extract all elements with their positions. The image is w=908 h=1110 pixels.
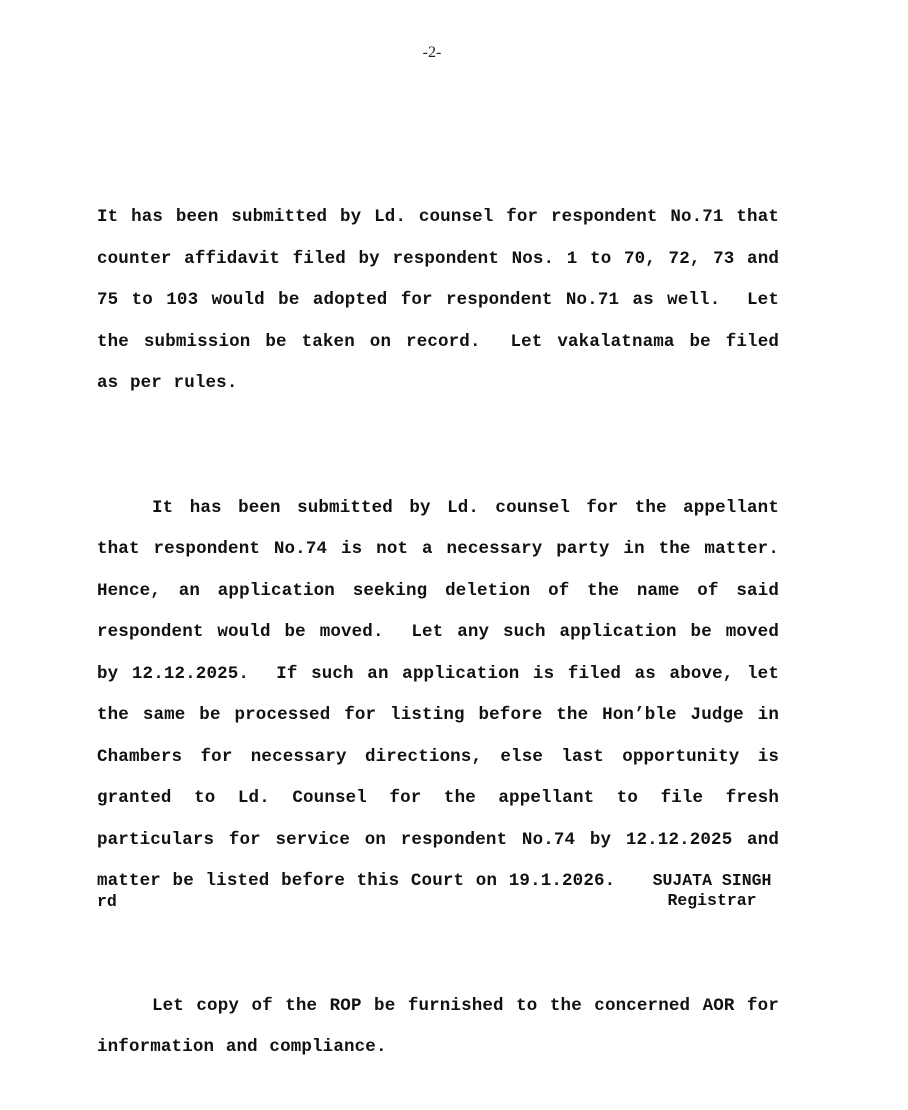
signatory-title: Registrar <box>667 891 757 910</box>
signature-block <box>630 871 794 911</box>
paragraph-respondent-74: It has been submitted by Ld. counsel for the appellant that respondent No.74 is not a necessary party in the matter. Hence, an application seeking deletion of the name of said respondent would be moved. Let any such application be moved by 12.12.2025. If such an application is filed as above, let the same be processed for listing before the Hon’ble Judge in Chambers for necessary directions, else last opportunity is granted to Ld. Counsel for the appellant to file fresh particulars for service on respondent No.74 by 12.12.2025 and matter be listed before this Court on 19.1.2026. <box>97 497 791 891</box>
paragraph-respondent-71: It has been submitted by Ld. counsel for respondent No.71 that counter affidavit filed by respondent Nos. 1 to 70, 72, 73 and 75 to 103 would be adopted for respondent No.71 as well. Let the submission be taken on record. Let vakalatnama be filed as per rules. <box>97 207 791 393</box>
signatory-name: SUJATA SINGH <box>652 871 772 890</box>
page-number: -2- <box>422 44 442 61</box>
paragraph-rop-copy: Let copy of the ROP be furnished to the concerned AOR for information and compliance. <box>97 995 791 1057</box>
typist-initials: rd <box>97 892 117 911</box>
order-body <box>97 114 791 1110</box>
